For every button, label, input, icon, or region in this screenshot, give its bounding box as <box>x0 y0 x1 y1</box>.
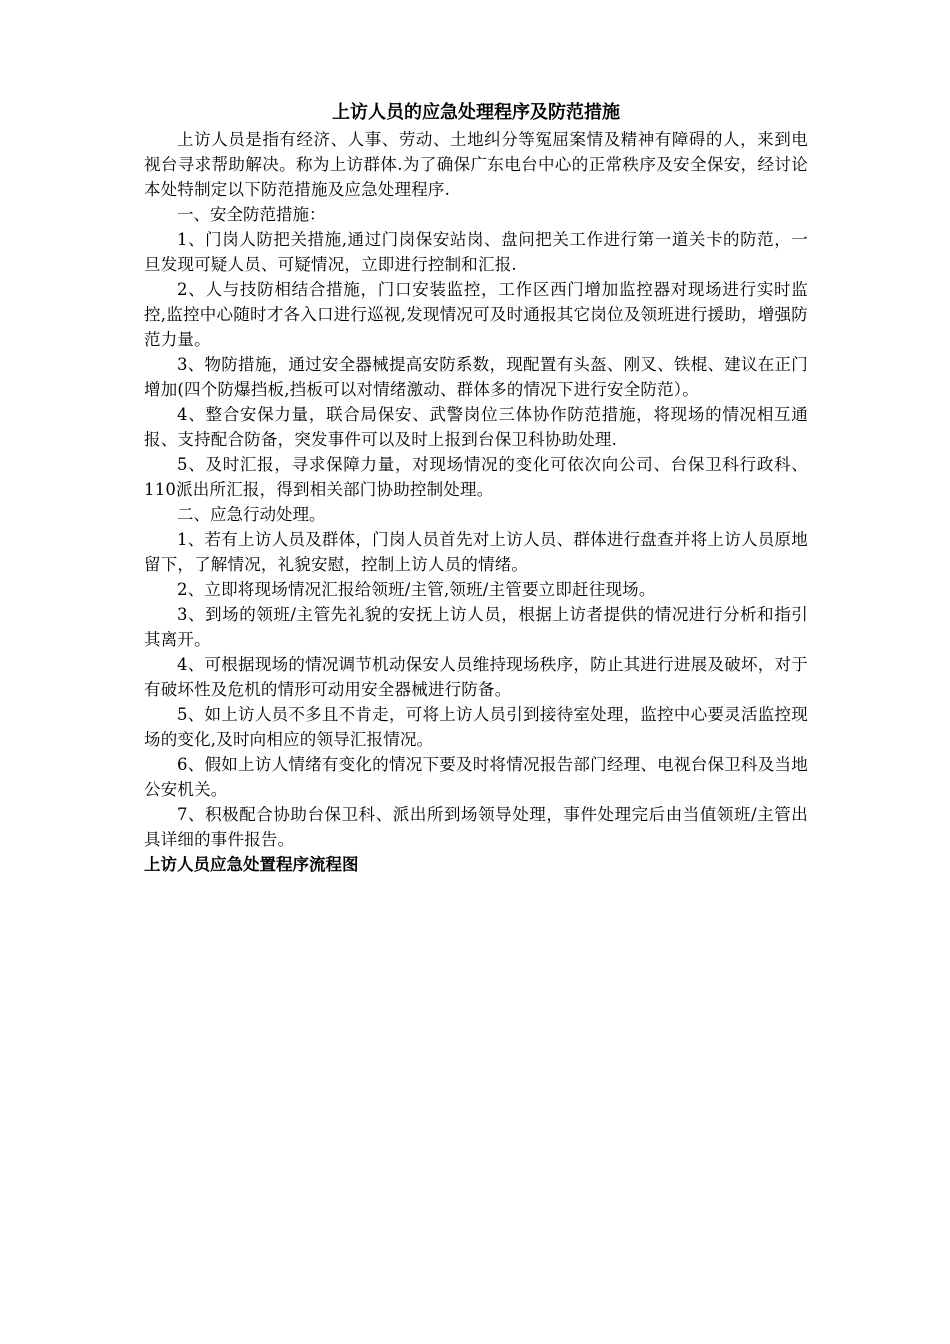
section-1-item: 1、门岗人防把关措施,通过门岗保安站岗、盘问把关工作进行第一道关卡的防范，一旦发现可疑人员、可疑情况，立即进行控制和汇报. <box>144 230 808 274</box>
section-2-item: 4、可根据现场的情况调节机动保安人员维持现场秩序，防止其进行进展及破坏，对于有破坏性及危机的情形可动用安全器械进行防备。 <box>144 655 808 699</box>
section-2-item: 6、假如上访人情绪有变化的情况下要及时将情况报告部门经理、电视台保卫科及当地公安机关。 <box>144 755 808 799</box>
document-title: 上访人员的应急处理程序及防范措施 <box>332 102 620 123</box>
section-2-heading: 二、应急行动处理。 <box>177 505 326 524</box>
section-1-item: 3、物防措施，通过安全器械提高安防系数，现配置有头盔、刚叉、铁棍、建议在正门增加(四个防爆挡板,挡板可以对情绪激动、群体多的情况下进行安全防范）。 <box>144 355 808 399</box>
section-2-item: 7、积极配合协助台保卫科、派出所到场领导处理，事件处理完后由当值领班/主管出具详细的事件报告。 <box>144 805 808 849</box>
section-1-item: 5、及时汇报，寻求保障力量，对现场情况的变化可依次向公司、台保卫科行政科、110派出所汇报，得到相关部门协助控制处理。 <box>144 455 808 499</box>
section-2-item: 2、立即将现场情况汇报给领班/主管,领班/主管要立即赶往现场。 <box>177 580 656 599</box>
document-page <box>144 100 808 877</box>
intro-paragraph: 上访人员是指有经济、人事、劳动、土地纠分等冤屈案情及精神有障碍的人，来到电视台寻求帮助解决。称为上访群体.为了确保广东电台中心的正常秩序及安全保安，经讨论本处特制定以下防范措施及应急处理程序. <box>144 130 808 199</box>
section-1-item: 2、人与技防相结合措施，门口安装监控，工作区西门增加监控器对现场进行实时监控,监控中心随时才各入口进行巡视,发现情况可及时通报其它岗位及领班进行援助，增强防范力量。 <box>144 280 808 349</box>
flowchart-title: 上访人员应急处置程序流程图 <box>144 855 359 874</box>
section-1-heading: 一、安全防范措施： <box>177 205 326 224</box>
section-2-item: 3、到场的领班/主管先礼貌的安抚上访人员，根据上访者提供的情况进行分析和指引其离开。 <box>144 605 808 649</box>
section-2-item: 1、若有上访人员及群体，门岗人员首先对上访人员、群体进行盘查并将上访人员原地留下，了解情况，礼貌安慰，控制上访人员的情绪。 <box>144 530 808 574</box>
section-1-item: 4、整合安保力量，联合局保安、武警岗位三体协作防范措施，将现场的情况相互通报、支持配合防备，突发事件可以及时上报到台保卫科协助处理. <box>144 405 808 449</box>
section-2-item: 5、如上访人员不多且不肯走，可将上访人员引到接待室处理，监控中心要灵活监控现场的变化,及时向相应的领导汇报情况。 <box>144 705 808 749</box>
